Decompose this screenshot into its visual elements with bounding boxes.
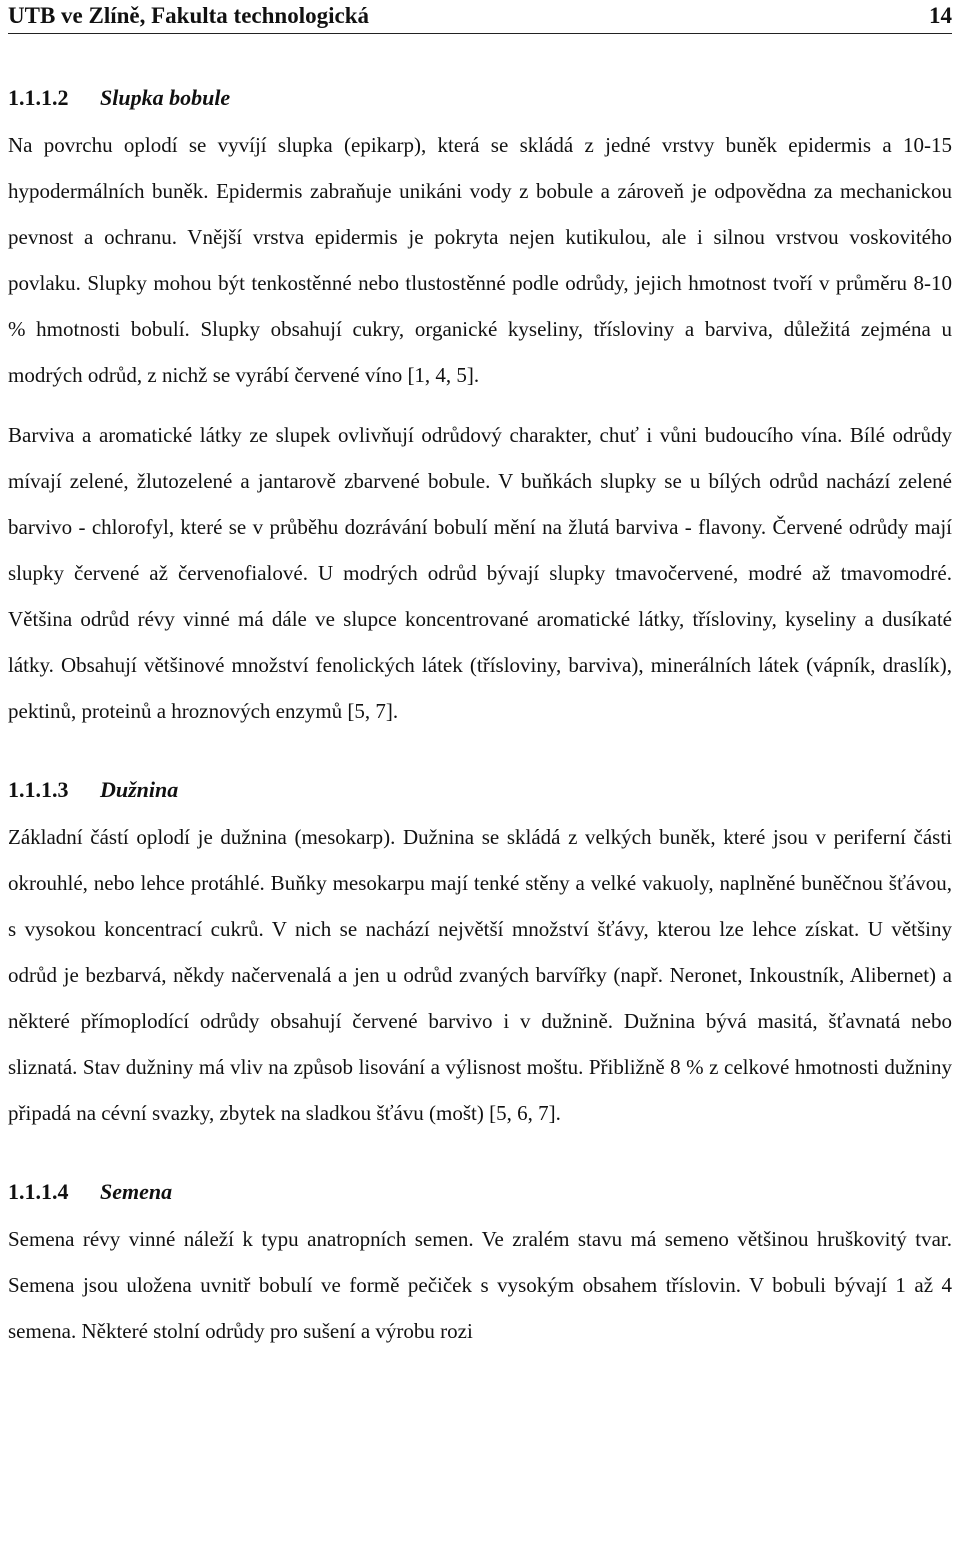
paragraph: Základní částí oplodí je dužnina (mesokarp). Dužnina se skládá z velkých buněk, které jsou v periferní části okrouhlé, nebo lehce protáhlé. Buňky mesokarpu mají tenké stěny a velké vakuoly, naplněné buněčnou šťávou, s vysokou koncentrací cukrů. V nich se nachází největší množství šťávy, kterou lze lehce získat. U většiny odrůd je bezbarvá, někdy načervenalá a jen u odrůd zvaných barvířky (např. Neronet, Inkoustník, Alibernet) a některé přímoplodící odrůdy obsahují červené barvivo i v dužnině. Dužnina bývá masitá, šťavnatá nebo sliznatá. Stav dužniny má vliv na způsob lisování a výlisnost moštu. Přibližně 8 % z celkové hmotnosti dužniny připadá na cévní svazky, zbytek na sladkou šťávu (mošt) [5, 6, 7]. — [8, 825, 952, 1125]
section-heading-duznina — [8, 768, 952, 812]
page-number: 14 — [929, 3, 952, 28]
section-title: Slupka bobule — [100, 85, 231, 110]
section-number: 1.1.1.3 — [8, 777, 69, 802]
paragraph: Barviva a aromatické látky ze slupek ovlivňují odrůdový charakter, chuť i vůni budoucího vína. Bílé odrůdy mívají zelené, žlutozelené a jantarově zbarvené bobule. V buňkách slupky se u bílých odrůd nachází zelené barvivo - chlorofyl, které se v průběhu dozrávání bobulí mění na žlutá barviva - flavony. Červené odrůdy mají slupky červené až červenofialové. U modrých odrůd bývají slupky tmavočervené, modré až tmavomodré. Většina odrůd révy vinné má dále ve slupce koncentrované aromatické látky, třísloviny, kyseliny a dusíkaté látky. Obsahují většinové množství fenolických látek (třísloviny, barviva), minerálních látek (vápník, draslík), pektinů, proteinů a hroznových enzymů [5, 7]. — [8, 423, 952, 723]
section-number: 1.1.1.4 — [8, 1179, 69, 1204]
section-title: Dužnina — [100, 777, 179, 802]
section-number: 1.1.1.2 — [8, 85, 69, 110]
header-institution: UTB ve Zlíně, Fakulta technologická — [8, 3, 369, 28]
page-content — [8, 76, 952, 1354]
paragraph: Semena révy vinné náleží k typu anatropních semen. Ve zralém stavu má semeno většinou hruškovitý tvar. Semena jsou uložena uvnitř bobulí ve formě pečiček s vysokým obsahem tříslovin. V bobuli bývají 1 až 4 semena. Některé stolní odrůdy pro sušení a výrobu rozi — [8, 1227, 952, 1343]
paragraph: Na povrchu oplodí se vyvíjí slupka (epikarp), která se skládá z jedné vrstvy buněk epidermis a 10-15 hypodermálních buněk. Epidermis zabraňuje unikáni vody z bobule a zároveň je odpovědna za mechanickou pevnost a ochranu. Vnější vrstva epidermis je pokryta nejen kutikulou, ale i silnou vrstvou voskovitého povlaku. Slupky mohou být tenkostěnné nebo tlustostěnné podle odrůdy, jejich hmotnost tvoří v průměru 8-10 % hmotnosti bobulí. Slupky obsahují cukry, organické kyseliny, třísloviny a barviva, důležitá zejména u modrých odrůd, z nichž se vyrábí červené víno [1, 4, 5]. — [8, 133, 952, 387]
section-title: Semena — [100, 1179, 173, 1204]
section-heading-semena — [8, 1170, 952, 1214]
page-header — [8, 0, 952, 34]
section-heading-slupka — [8, 76, 952, 120]
